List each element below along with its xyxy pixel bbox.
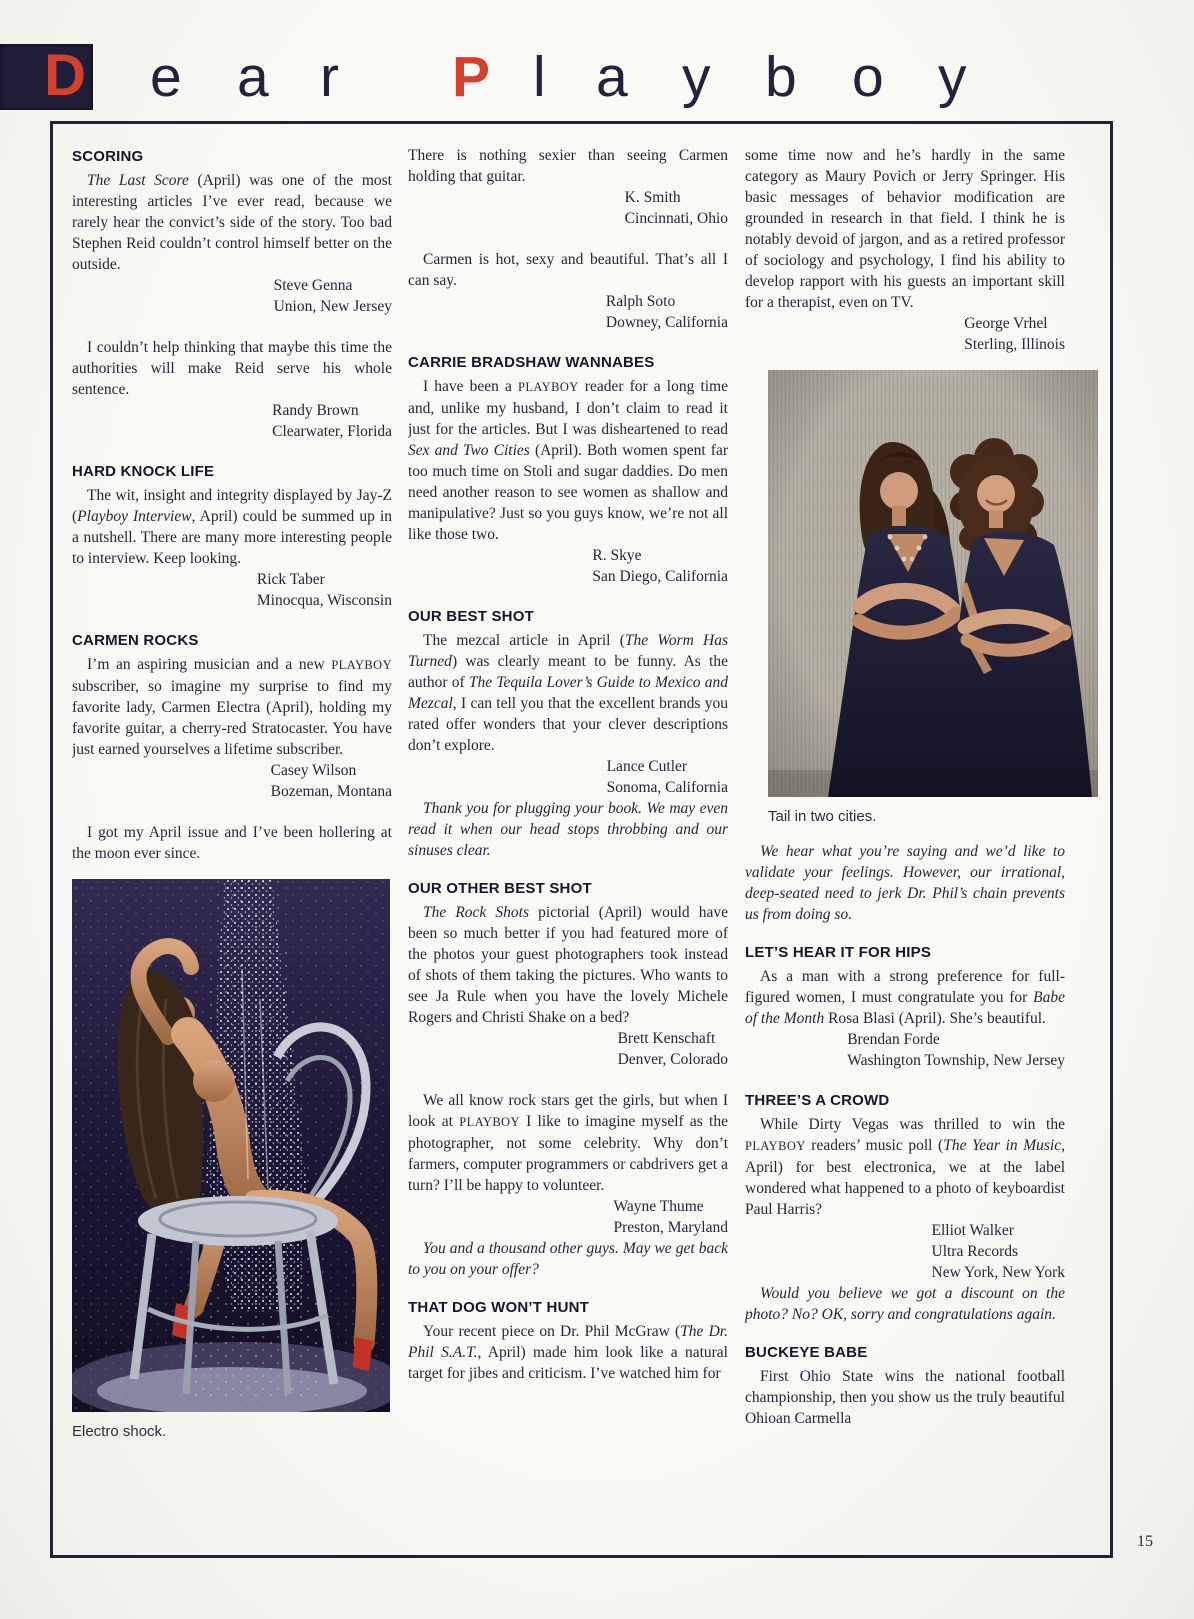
electra-photo	[72, 879, 392, 1442]
letter-heading: THAT DOG WON’T HUNT	[408, 1299, 589, 1316]
signature-line: Rick Taber	[256, 571, 325, 588]
letter-signature	[618, 1028, 728, 1070]
letter-heading: SCORING	[72, 148, 144, 165]
header-initial-letter: D	[44, 43, 86, 108]
text-column-3	[745, 145, 1065, 1537]
letter-paragraph: While Dirty Vegas was thrilled to win the PLAYBOY readers’ music poll (The Year in Music, April) for best electronica, we at the label wondered what happened to a photo of keyboardist Paul Harris?	[745, 1116, 1065, 1218]
title-letter: y	[938, 45, 967, 109]
signature-line: Denver, Colorado	[617, 1051, 728, 1068]
letter-heading: CARRIE BRADSHAW WANNABES	[408, 354, 655, 371]
letter-paragraph: The wit, insight and integrity displayed by Jay-Z (Playboy Interview, April) could be summed up in a nutshell. There are many more interesting people to interview. Keep looking.	[72, 487, 392, 567]
title-letter: b	[765, 45, 797, 109]
letter-heading: OUR BEST SHOT	[408, 608, 534, 625]
signature-line: New York, New York	[931, 1264, 1065, 1281]
letter-paragraph: I got my April issue and I’ve been hollering at the moon ever since.	[72, 824, 392, 862]
letter-signature	[625, 187, 728, 229]
signature-line: K. Smith	[624, 189, 681, 206]
letter-heading: LET’S HEAR IT FOR HIPS	[745, 944, 932, 961]
letter-signature	[274, 275, 392, 317]
two-women-photo-art	[768, 370, 1098, 797]
letter-paragraph: The Rock Shots pictorial (April) would have been so much better if you had featured more of the photos your guest photographers took instead of shots of them taking the pictures. Who wants to see Ja Rule when you have the lovely Michele Rogers and Christi Shake on a bed?	[408, 904, 728, 1026]
signature-line: Union, New Jersey	[273, 298, 392, 315]
letter-signature	[613, 1196, 728, 1238]
page-number: 15	[1137, 1533, 1153, 1550]
title-letter: r	[320, 45, 339, 109]
letter-signature	[932, 1220, 1066, 1283]
letter-paragraph: Carmen is hot, sexy and beautiful. That’s all I can say.	[408, 251, 728, 289]
editor-reply: Would you believe we got a discount on the photo? No? OK, sorry and congratulations again.	[745, 1285, 1065, 1323]
title-letter: y	[682, 45, 711, 109]
letter-signature	[257, 569, 392, 611]
signature-line: Sterling, Illinois	[964, 336, 1065, 353]
signature-line: Wayne Thume	[613, 1198, 704, 1215]
letter-heading: THREE’S A CROWD	[745, 1092, 890, 1109]
signature-line: Cincinnati, Ohio	[624, 210, 728, 227]
letter-heading: BUCKEYE BABE	[745, 1344, 868, 1361]
signature-line: R. Skye	[592, 547, 642, 564]
photo-caption: Tail in two cities.	[768, 808, 877, 825]
title-letter: P	[452, 45, 491, 109]
title-letter: a	[237, 45, 269, 109]
editor-reply: We hear what you’re saying and we’d like to validate your feelings. However, our irrational, deep-seated need to jerk Dr. Phil’s chain prevents us from doing so.	[745, 843, 1065, 923]
letter-signature	[271, 760, 392, 802]
signature-line: Bozeman, Montana	[270, 783, 392, 800]
signature-line: Ralph Soto	[605, 293, 676, 310]
signature-line: Ultra Records	[931, 1243, 1019, 1260]
signature-line: Lance Cutler	[606, 758, 688, 775]
header-initial-box	[0, 44, 93, 110]
signature-line: Brendan Forde	[847, 1031, 940, 1048]
letter-signature	[607, 756, 728, 798]
signature-line: George Vrhel	[964, 315, 1048, 332]
signature-line: Minocqua, Wisconsin	[256, 592, 392, 609]
editor-reply: Thank you for plugging your book. We may even read it when our head stops throbbing and our sinuses clear.	[408, 800, 728, 859]
letter-paragraph: Your recent piece on Dr. Phil McGraw (The Dr. Phil S.A.T., April) made him look like a natural target for jibes and criticism. I’ve watched him for	[408, 1323, 728, 1382]
letter-signature	[606, 291, 728, 333]
title-letter: e	[150, 45, 182, 109]
two-cities-photo	[745, 370, 1065, 827]
letter-signature	[272, 400, 392, 442]
letter-signature	[964, 313, 1065, 355]
signature-line: Elliot Walker	[931, 1222, 1014, 1239]
title-letter: o	[852, 45, 884, 109]
letter-paragraph: First Ohio State wins the national football championship, then you show us the truly beautiful Ohioan Carmella	[745, 1368, 1065, 1427]
signature-line: Downey, California	[605, 314, 728, 331]
editor-reply: You and a thousand other guys. May we get back to you on your offer?	[408, 1240, 728, 1278]
shower-photo-art	[72, 879, 390, 1412]
letter-paragraph: The Last Score (April) was one of the most interesting articles I’ve ever read, because we rarely hear the convict’s side of the story. Too bad Stephen Reid couldn’t control himself better on the outside.	[72, 172, 392, 273]
letter-heading: OUR OTHER BEST SHOT	[408, 880, 592, 897]
text-column-1	[72, 145, 392, 1537]
letter-paragraph: The mezcal article in April (The Worm Has Turned) was clearly meant to be funny. As the author of The Tequila Lover’s Guide to Mexico and Mezcal, I can tell you that the excellent brands you rated offer wonders that your clever descriptions don’t explore.	[408, 632, 728, 754]
letter-signature	[592, 545, 728, 587]
signature-line: Washington Township, New Jersey	[847, 1052, 1065, 1069]
letter-signature	[847, 1029, 1065, 1071]
letter-paragraph: As a man with a strong preference for full-figured women, I must congratulate you for Babe of the Month Rosa Blasi (April). She’s beautiful.	[745, 968, 1065, 1027]
letter-paragraph: There is nothing sexier than seeing Carmen holding that guitar.	[408, 147, 728, 185]
letter-paragraph: I’m an aspiring musician and a new PLAYBOY subscriber, so imagine my surprise to find my favorite lady, Carmen Electra (April), holding my favorite guitar, a cherry-red Stratocaster. You have just earned yourselves a lifetime subscriber.	[72, 656, 392, 758]
letter-heading: HARD KNOCK LIFE	[72, 463, 215, 480]
signature-line: Randy Brown	[272, 402, 359, 419]
text-column-2	[408, 145, 728, 1537]
signature-line: Steve Genna	[273, 277, 353, 294]
signature-line: Preston, Maryland	[613, 1219, 728, 1236]
letter-paragraph: I have been a PLAYBOY reader for a long time and, unlike my husband, I don’t claim to read it just for the articles. But I was disheartened to read Sex and Two Cities (April). Both women spent far too much time on Stoli and sugar daddies. Do men need another reason to see women as shallow and manipulative? Just so you guys know, we’re not all like those two.	[408, 378, 728, 543]
signature-line: San Diego, California	[592, 568, 728, 585]
letter-paragraph: We all know rock stars get the girls, but when I look at PLAYBOY I like to imagine myself as the photographer, not some celebrity. Why don’t farmers, computer programmers or cabdrivers get a turn? I’ll be happy to volunteer.	[408, 1092, 728, 1194]
signature-line: Sonoma, California	[606, 779, 728, 796]
signature-line: Clearwater, Florida	[272, 423, 392, 440]
content-frame	[50, 121, 1113, 1558]
signature-line: Brett Kenschaft	[617, 1030, 716, 1047]
signature-line: Casey Wilson	[270, 762, 357, 779]
letter-paragraph: some time now and he’s hardly in the same category as Maury Povich or Jerry Springer. His basic messages of behavior modification are grounded in research in that field. I think he is notably devoid of jargon, and as a retired professor of sociology and psychology, I find his ability to develop rapport with his guests an important skill for a therapist, even on TV.	[745, 147, 1065, 311]
title-letter: a	[596, 45, 628, 109]
letter-heading: CARMEN ROCKS	[72, 632, 199, 649]
letter-paragraph: I couldn’t help thinking that maybe this time the authorities will make Reid serve his whole sentence.	[72, 339, 392, 398]
photo-caption: Electro shock.	[72, 1423, 167, 1440]
title-letter: l	[533, 45, 546, 109]
